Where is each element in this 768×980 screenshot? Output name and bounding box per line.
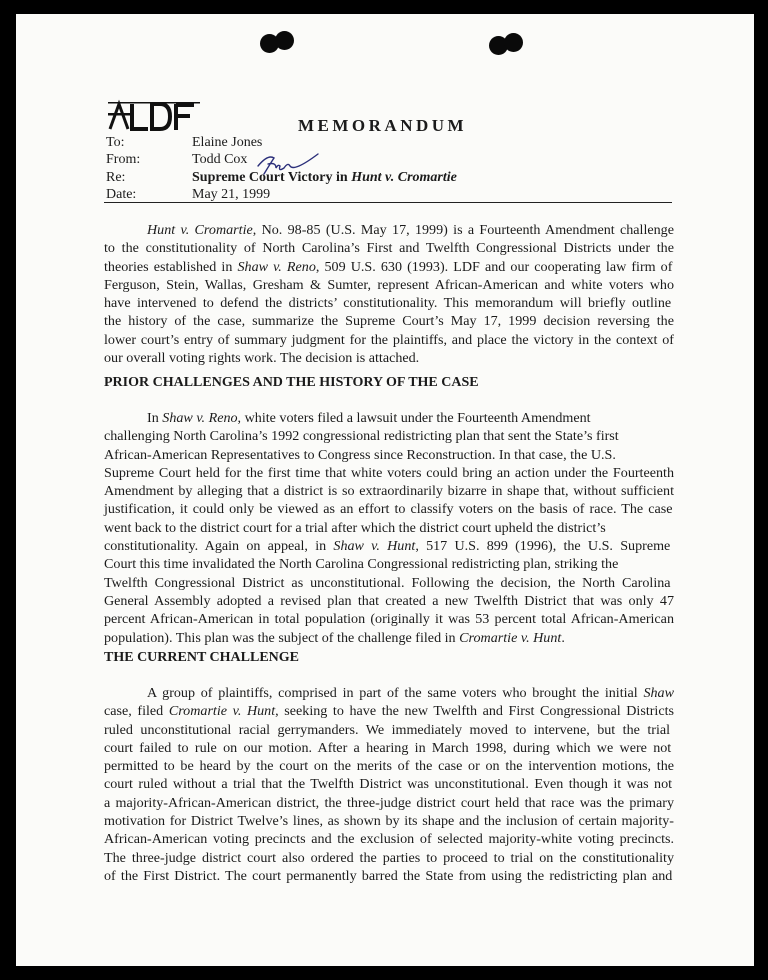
to-value: Elaine Jones — [192, 135, 263, 150]
from-value: Todd Cox — [192, 152, 248, 167]
to-label: To: — [106, 135, 125, 150]
paragraph-intro: Hunt v. Cromartie, No. 98-85 (U.S. May 17, 1999) is a Fourteenth Amendment challenge to the constitutionality of North Carolina’s First and Twelfth Congressional Districts under the theories established in Shaw v. Reno, 509 U.S. 630 (1993). LDF and our cooperating law firm of Ferguson, Stein, Wallas, Gresham & Sumter, represent African-American and white voters who have intervened to defend the districts’ constitutionality. This memorandum will briefly outline the history of the case, summarize the Supreme Court’s May 17, 1999 decision reversing the lower court’s entry of summary judgment for the plaintiffs, and place the victory in the context of our overall voting rights work. The decision is attached. — [104, 222, 674, 367]
re-label: Re: — [106, 170, 126, 185]
document-page — [16, 14, 754, 966]
ldf-logo — [108, 98, 200, 132]
section-heading-current: THE CURRENT CHALLENGE — [104, 650, 300, 665]
binder-hole-left-2 — [275, 31, 294, 50]
date-label: Date: — [106, 187, 137, 202]
header-divider — [104, 202, 672, 203]
section-heading-history: PRIOR CHALLENGES AND THE HISTORY OF THE CASE — [104, 375, 479, 390]
re-value: Supreme Court Victory in Hunt v. Cromartie — [192, 170, 457, 185]
paragraph-current-challenge: A group of plaintiffs, comprised in part of the same voters who brought the initial Shaw case, filed Cromartie v. Hunt, seeking to have the new Twelfth and First Congressional Districts ruled unconstitutional racial gerrymanders. We immediately moved to intervene, but the trial court failed to rule on our motion. After a hearing in March 1998, during which we were not permitted to be heard by the court on the merits of the case or on the intervention motions, the court ruled without a trial that the Twelfth District was unconstitutional. Even though it was not a majority-African-American district, the three-judge district court held that race was the primary motivation for District Twelve’s lines, as shown by its shape and the inclusion of certain majority- African-American voting precincts and the exclusion of selected majority-white voting precincts. The three-judge district court also ordered the parties to proceed to trial on the constitutionality of the First District. The court permanently barred the State from using the redistricting plan and — [104, 685, 674, 884]
paragraph-history: In Shaw v. Reno, white voters filed a lawsuit under the Fourteenth Amendment challenging North Carolina’s 1992 congressional redistricting plan that sent the State’s first African-American Representatives to Congress since Reconstruction. In that case, the U.S. Supreme Court held for the first time that white voters could bring an action under the Fourteenth Amendment by alleging that a district is so extraordinarily bizarre in shape that, without sufficient justification, it could only be viewed as an effort to classify voters on the basis of race. The case went back to the district court for a trial after which the district court upheld the district’s constitutionality. Again on appeal, in Shaw v. Hunt, 517 U.S. 899 (1996), the U.S. Supreme Court this time invalidated the North Carolina Congressional redistricting plan, striking the Twelfth Congressional District as unconstitutional. Following the decision, the North Carolina General Assembly adopted a revised plan that created a new Twelfth District that was only 47 percent African-American in total population (originally it was 53 percent total African-American population). This plan was the subject of the challenge filed in Cromartie v. Hunt. — [104, 410, 674, 646]
from-label: From: — [106, 152, 141, 167]
date-value: May 21, 1999 — [192, 187, 271, 202]
binder-hole-right-2 — [504, 33, 523, 52]
memo-title: MEMORANDUM — [298, 116, 468, 135]
